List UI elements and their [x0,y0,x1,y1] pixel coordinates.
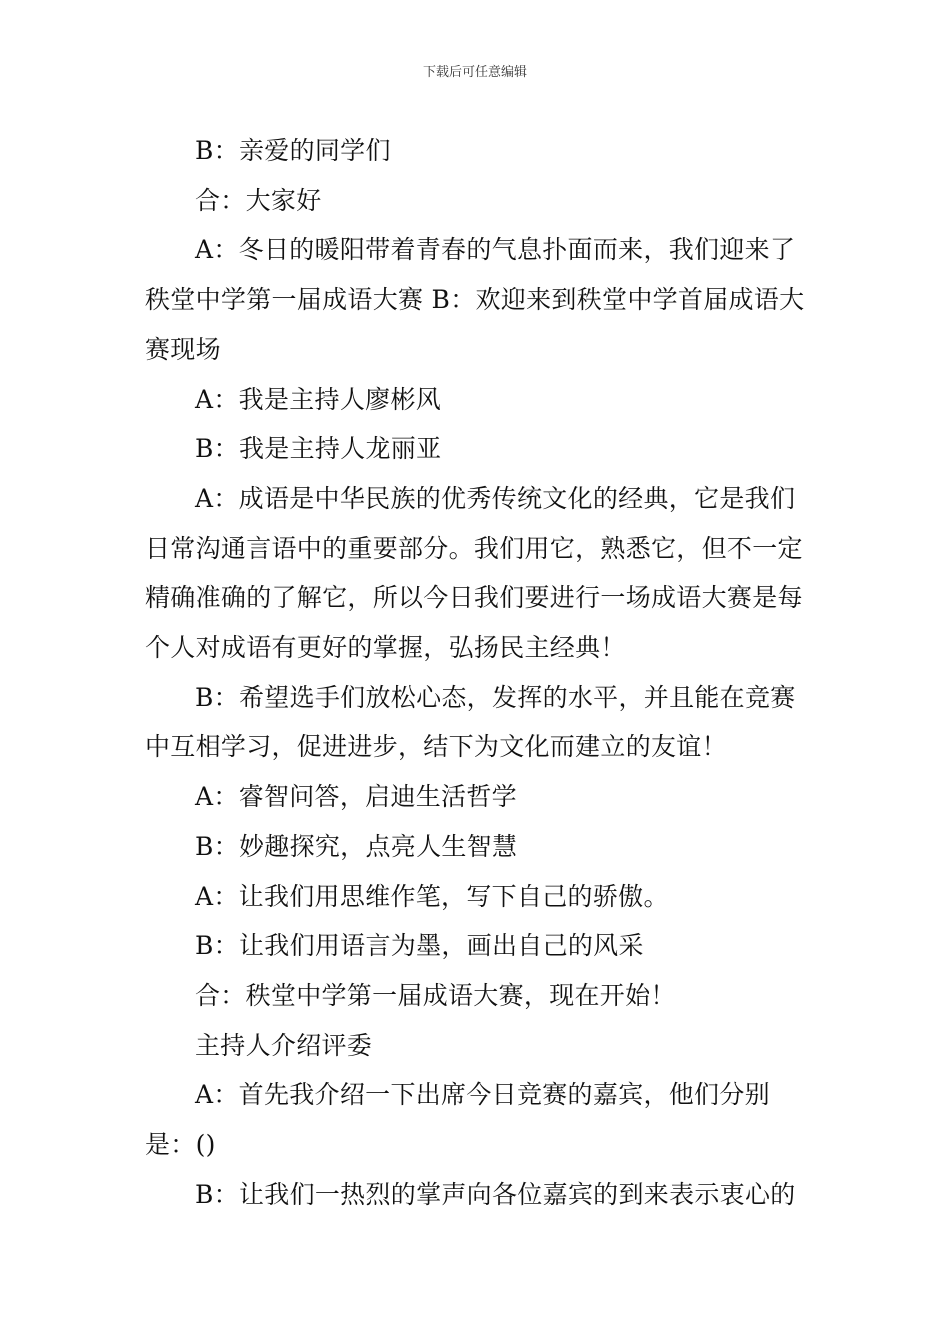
dialogue-line: A：成语是中华民族的优秀传统文化的经典，它是我们日常沟通言语中的重要部分。我们用它，熟悉它，但不一定精确准确的了解它，所以今日我们要进行一场成语大赛是每个人对成语有更好的掌握，弘扬民主经典！ [145,483,803,663]
section-heading: 主持人介绍评委 [195,1030,373,1060]
dialogue-line: B：我是主持人龙丽亚 [195,434,442,464]
page-header: 下载后可任意编辑 [422,65,527,80]
dialogue-line: B：亲爱的同学们 [195,136,391,165]
dialogue-line: B：让我们一热烈的掌声向各位嘉宾的到来表示衷心的 [195,1179,796,1209]
dialogue-line: A：让我们用思维作笔，写下自己的骄傲。 [195,881,669,911]
dialogue-line: B：希望选手们放松心态，发挥的水平，并且能在竞赛中互相学习，促进进步，结下为文化而建立的友谊！ [145,682,796,762]
dialogue-line: 合：大家好 [195,185,322,215]
dialogue-line: B：妙趣探究，点亮人生智慧 [195,831,518,861]
dialogue-line: A：睿智问答，启迪生活哲学 [195,782,517,812]
dialogue-line: 合：秩堂中学第一届成语大赛，现在开始！ [195,980,676,1010]
dialogue-line: A：冬日的暖阳带着青春的气息扑面而来，我们迎来了秩堂中学第一届成语大赛 B：欢迎来到秩堂中学首届成语大赛现场 [145,235,805,364]
dialogue-line: B：让我们用语言为墨，画出自己的风采 [195,931,644,961]
document-body [145,126,810,1219]
dialogue-line: A：首先我介绍一下出席今日竞赛的嘉宾，他们分别是：() [145,1080,770,1160]
dialogue-line: A：我是主持人廖彬风 [195,384,442,414]
